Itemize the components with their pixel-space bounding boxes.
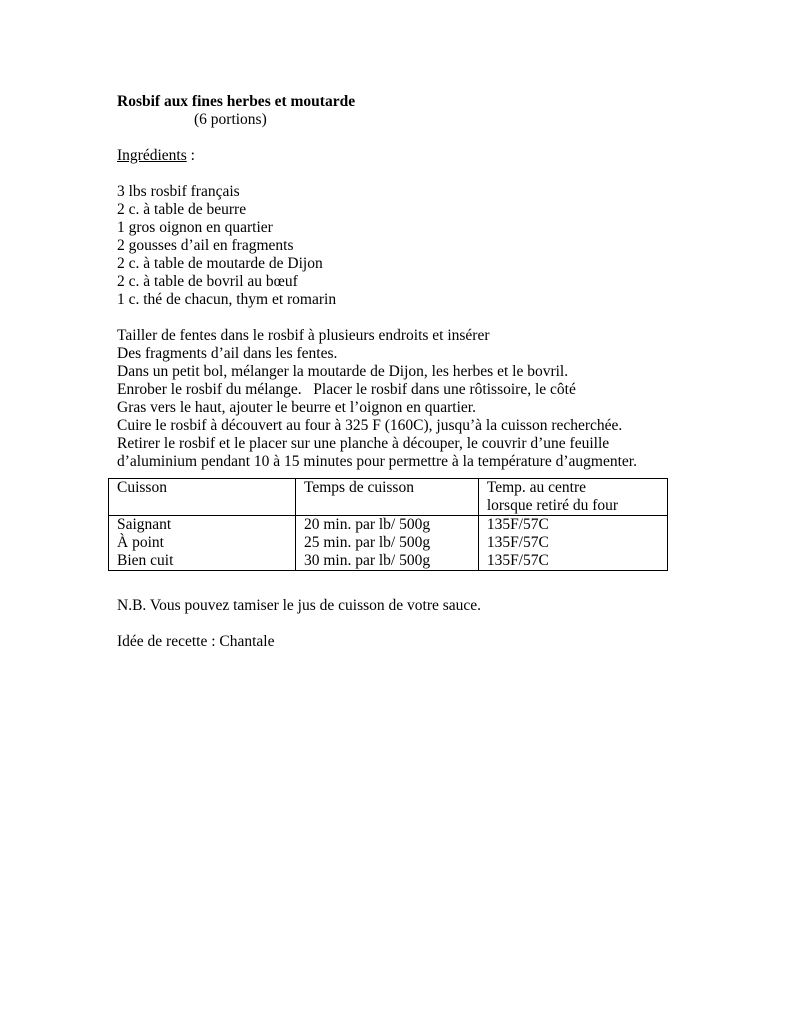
ingredient-item: 1 c. thé de chacun, thym et romarin (117, 291, 337, 308)
ingredient-item: 1 gros oignon en quartier (117, 219, 273, 236)
instruction-line: Enrober le rosbif du mélange. Placer le rosbif dans une rôtissoire, le côté (117, 381, 576, 398)
ingredients-heading-colon: : (186, 147, 195, 164)
instructions-block (117, 327, 737, 471)
header-line: lorsque retiré du four (486, 497, 619, 514)
ingredients-heading-label: Ingrédients (117, 147, 187, 164)
instruction-line: Gras vers le haut, ajouter le beurre et l’oignon en quartier. (117, 399, 476, 416)
time-value: 20 min. par lb/ 500g (303, 516, 431, 533)
instruction-line: Cuire le rosbif à découvert au four à 325 F (160C), jusqu’à la cuisson recherchée. (117, 417, 623, 434)
document-page (117, 93, 737, 651)
ingredient-item: 2 c. à table de beurre (117, 201, 247, 218)
table-cell-temperature (478, 516, 667, 571)
ingredient-item: 2 c. à table de bovril au bœuf (117, 273, 298, 290)
ingredient-item: 3 lbs rosbif français (117, 183, 240, 200)
table-header-cell (478, 479, 667, 516)
doneness-value: Bien cuit (117, 552, 174, 569)
time-value: 30 min. par lb/ 500g (303, 552, 431, 569)
ingredients-heading (117, 147, 737, 165)
instruction-line: Des fragments d’ail dans les fentes. (117, 345, 338, 362)
instruction-line: Dans un petit bol, mélanger la moutarde de Dijon, les herbes et le bovril. (117, 363, 569, 380)
table-header-row (109, 479, 668, 516)
ingredient-item: 2 gousses d’ail en fragments (117, 237, 294, 254)
ingredient-item: 2 c. à table de moutarde de Dijon (117, 255, 323, 272)
recipe-title: Rosbif aux fines herbes et moutarde (117, 93, 356, 110)
recipe-credit: Idée de recette : Chantale (117, 633, 275, 650)
recipe-note: N.B. Vous pouvez tamiser le jus de cuisson de votre sauce. (117, 597, 482, 614)
time-value: 25 min. par lb/ 500g (303, 534, 431, 551)
temperature-value: 135F/57C (486, 516, 549, 533)
table-header-cell: Cuisson (109, 479, 296, 516)
spacer (117, 165, 737, 183)
temperature-value: 135F/57C (486, 534, 549, 551)
table-header-cell: Temps de cuisson (295, 479, 478, 516)
doneness-value: Saignant (117, 516, 172, 533)
spacer (117, 571, 737, 597)
table-cell-doneness (109, 516, 296, 571)
spacer (117, 129, 737, 147)
header-line: Temp. au centre (486, 479, 586, 496)
cooking-table (108, 478, 668, 571)
instruction-line: d’aluminium pendant 10 à 15 minutes pour permettre à la température d’augmenter. (117, 453, 637, 470)
ingredients-list (117, 183, 737, 309)
spacer (117, 615, 737, 633)
temperature-value: 135F/57C (486, 552, 549, 569)
spacer (117, 309, 737, 327)
table-row (109, 516, 668, 571)
recipe-portions: (6 portions) (194, 111, 267, 128)
instruction-line: Retirer le rosbif et le placer sur une planche à découper, le couvrir d’une feuille (117, 435, 610, 452)
instruction-line: Tailler de fentes dans le rosbif à plusieurs endroits et insérer (117, 327, 490, 344)
table-cell-time (295, 516, 478, 571)
doneness-value: À point (117, 534, 164, 551)
